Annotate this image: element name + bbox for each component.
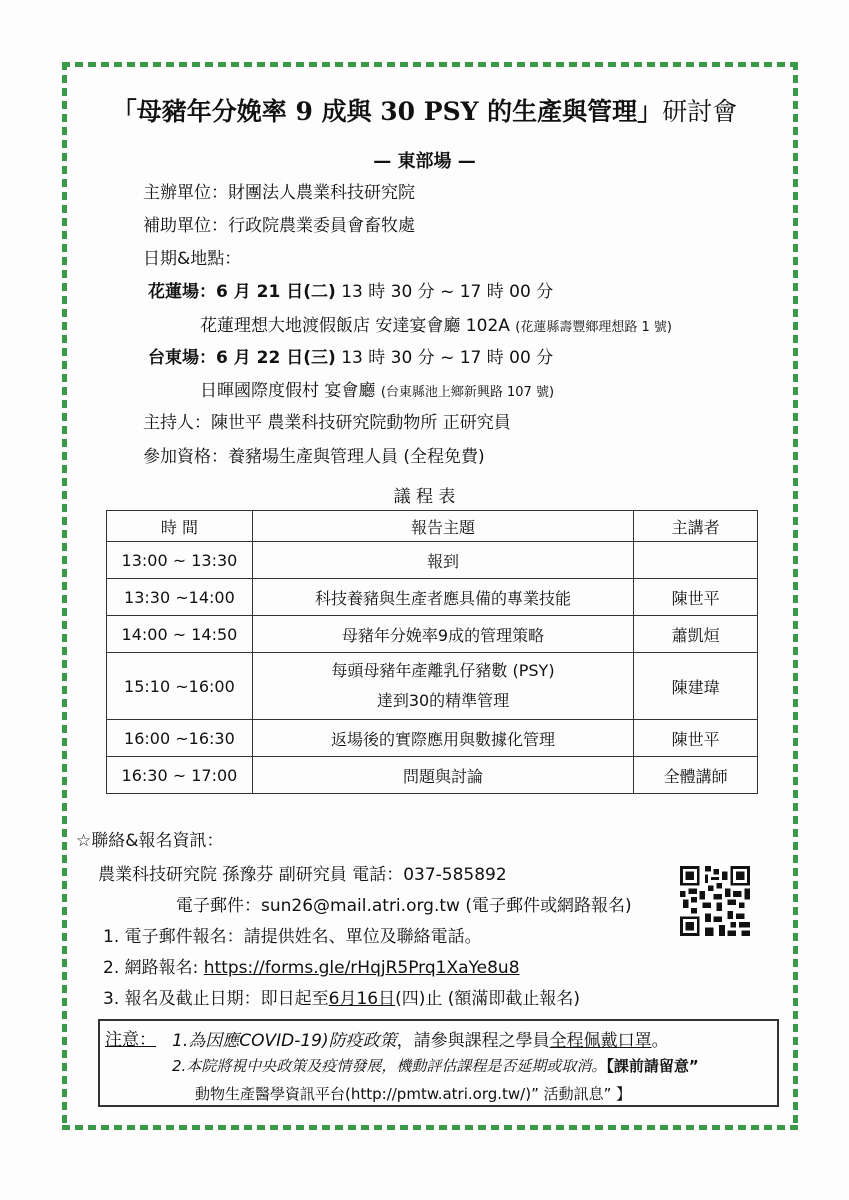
agenda-topic: 返場後的實際應用與數據化管理 bbox=[252, 720, 633, 757]
venue-taitung-time: 13 時 30 分 ~ 17 時 00 分 bbox=[341, 348, 554, 368]
signup-web-item bbox=[103, 953, 520, 978]
agenda-header-topic: 報告主題 bbox=[252, 511, 633, 542]
venue-hualien-time: 13 時 30 分 ~ 17 時 00 分 bbox=[341, 282, 554, 302]
page-subtitle: — 東部場 — bbox=[373, 151, 476, 172]
agenda-header-speaker: 主講者 bbox=[634, 511, 758, 542]
notice-1c: 全程佩戴口罩 bbox=[549, 1031, 652, 1051]
notice-1a: 1.為因應COVID-19)防疫政策 bbox=[172, 1031, 397, 1051]
venue-hualien-address: (花蓮縣壽豐鄉理想路 1 號) bbox=[515, 320, 672, 335]
notice-1d: 。 bbox=[651, 1031, 669, 1051]
table-row bbox=[107, 720, 758, 757]
organizer: 主辦單位：財團法人農業科技研究院 bbox=[143, 183, 415, 203]
border-left bbox=[62, 62, 67, 1130]
notice-1b: ，請參與課程之學員 bbox=[396, 1031, 550, 1051]
venue-hualien-label: 花蓮場：6 月 21 日(二) bbox=[148, 282, 336, 302]
venue-taitung-address: (台東縣池上鄉新興路 107 號) bbox=[380, 385, 555, 400]
sponsor: 補助單位：行政院農業委員會畜牧處 bbox=[143, 216, 415, 236]
border-top bbox=[62, 62, 798, 67]
venue-taitung-label: 台東場：6 月 22 日(三) bbox=[148, 348, 336, 368]
signup-email-item: 1. 電子郵件報名：請提供姓名、單位及聯絡電話。 bbox=[103, 927, 482, 947]
notice-item-2 bbox=[172, 1055, 699, 1076]
venue-hualien-location bbox=[200, 311, 672, 336]
agenda-speaker: 陳世平 bbox=[634, 579, 758, 616]
host: 主持人：陳世平 農業科技研究院動物所 正研究員 bbox=[143, 413, 511, 433]
venue-taitung bbox=[148, 343, 553, 368]
agenda-topic: 科技養豬與生產者應具備的專業技能 bbox=[252, 579, 633, 616]
border-right bbox=[793, 62, 798, 1130]
notice-item-3: 動物生產醫學資訊平台(http://pmtw.atri.org.tw/)” 活動訊息” 】 bbox=[195, 1085, 632, 1103]
agenda-speaker: 陳建瑋 bbox=[634, 653, 758, 720]
table-row bbox=[107, 616, 758, 653]
agenda-topic: 報到 bbox=[252, 542, 633, 579]
agenda-title: 議 程 表 bbox=[393, 487, 456, 507]
agenda-time: 16:00 ~16:30 bbox=[107, 720, 253, 757]
notice-box bbox=[98, 1019, 779, 1107]
page-title bbox=[0, 92, 849, 128]
agenda-time: 16:30 ~ 17:00 bbox=[107, 757, 253, 794]
agenda-time: 15:10 ~16:00 bbox=[107, 653, 253, 720]
table-row bbox=[107, 653, 758, 720]
venue-taitung-location bbox=[200, 376, 554, 401]
eligibility: 參加資格：養豬場生產與管理人員 (全程免費) bbox=[143, 447, 485, 467]
table-row bbox=[107, 579, 758, 616]
notice-2b: 【課前請留意” bbox=[606, 1057, 699, 1075]
border-bottom bbox=[62, 1125, 798, 1130]
agenda-topic: 母豬年分娩率9成的管理策略 bbox=[252, 616, 633, 653]
notice-label bbox=[105, 1025, 156, 1050]
agenda-time: 13:30 ~14:00 bbox=[107, 579, 253, 616]
agenda-time: 14:00 ~ 14:50 bbox=[107, 616, 253, 653]
agenda-speaker bbox=[634, 542, 758, 579]
agenda-table bbox=[106, 510, 758, 794]
venue-hualien bbox=[148, 277, 553, 302]
contact-person: 農業科技研究院 孫豫芬 副研究員 電話：037-585892 bbox=[98, 865, 507, 885]
qr-code-icon[interactable] bbox=[680, 866, 750, 936]
title-suffix: 研討會 bbox=[662, 97, 738, 126]
table-row bbox=[107, 757, 758, 794]
deadline-tail: (四)止 (額滿即截止報名) bbox=[395, 989, 581, 1009]
deadline-text: 3. 報名及截止日期：即日起至 bbox=[103, 989, 329, 1009]
agenda-topic bbox=[252, 653, 633, 720]
agenda-header-time: 時 間 bbox=[107, 511, 253, 542]
agenda-speaker: 陳世平 bbox=[634, 720, 758, 757]
contact-email: 電子郵件：sun26@mail.atri.org.tw (電子郵件或網路報名) bbox=[176, 896, 632, 916]
venue-hualien-place: 花蓮理想大地渡假飯店 安達宴會廳 102A bbox=[200, 316, 510, 336]
deadline-date: 6月16日 bbox=[328, 989, 396, 1009]
notice-label-text: 注意： bbox=[105, 1030, 156, 1050]
deadline-item bbox=[103, 984, 580, 1009]
notice-item-1 bbox=[172, 1026, 669, 1051]
date-place-label: 日期&地點： bbox=[143, 249, 242, 269]
agenda-time: 13:00 ~ 13:30 bbox=[107, 542, 253, 579]
table-row bbox=[107, 542, 758, 579]
agenda-topic-line2: 達到30的精準管理 bbox=[376, 691, 510, 710]
title-main: 「母豬年分娩率 9 成與 30 PSY 的生產與管理」 bbox=[111, 97, 663, 126]
signup-web-label: 2. 網路報名: bbox=[103, 958, 204, 978]
agenda-speaker: 全體講師 bbox=[634, 757, 758, 794]
signup-form-link[interactable]: https://forms.gle/rHqjR5Prq1XaYe8u8 bbox=[203, 958, 520, 978]
contact-heading: ☆聯絡&報名資訊： bbox=[76, 831, 224, 851]
agenda-header-row bbox=[107, 511, 758, 542]
agenda-speaker: 蕭凱烜 bbox=[634, 616, 758, 653]
agenda-topic: 問題與討論 bbox=[252, 757, 633, 794]
notice-2a: 2.本院將視中央政策及疫情發展，機動評估課程是否延期或取消。 bbox=[172, 1057, 607, 1075]
agenda-topic-line1: 每頭母豬年產離乳仔豬數 (PSY) bbox=[331, 661, 555, 680]
venue-taitung-place: 日暉國際度假村 宴會廳 bbox=[200, 381, 376, 401]
